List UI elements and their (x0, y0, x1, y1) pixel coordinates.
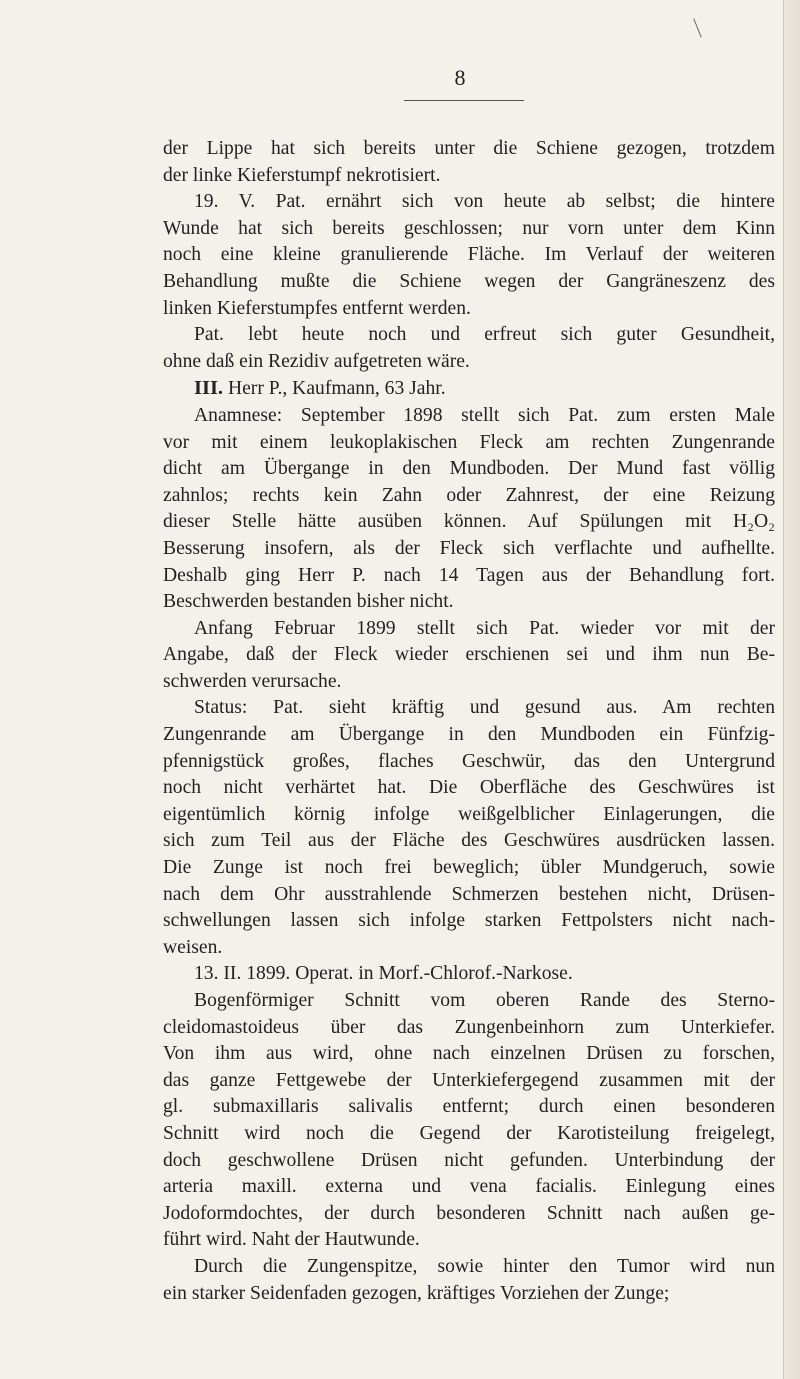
stray-mark (693, 19, 701, 38)
section-heading-text: Herr P., Kaufmann, 63 Jahr. (223, 378, 446, 400)
text-line: gl. submaxillaris salivalis entfernt; durch einen besonderen (163, 1096, 775, 1118)
text-line: ohne daß ein Rezidiv aufgetreten wäre. (163, 350, 470, 372)
text-line: Status: Pat. sieht kräftig und gesund aus. Am rechten (194, 697, 775, 719)
text-line: Wunde hat sich bereits geschlossen; nur vorn unter dem Kinn (163, 217, 775, 239)
paragraph (163, 322, 775, 375)
header-rule (404, 100, 524, 101)
text-line: Anfang Februar 1899 stellt sich Pat. wieder vor mit der (194, 617, 775, 639)
text-line: linken Kieferstumpfes entfernt werden. (163, 297, 471, 319)
text-line: Jodoformdochtes, der durch besonderen Schnitt nach außen ge- (163, 1202, 775, 1224)
text-line: arteria maxill. externa und vena facialis. Einlegung eines (163, 1176, 775, 1198)
text-line: schwerden verursache. (163, 670, 342, 692)
paragraph (163, 375, 775, 403)
text-line: zahnlos; rechts kein Zahn oder Zahnrest, der eine Reizung (163, 484, 775, 506)
text-line: Durch die Zungenspitze, sowie hinter den Tumor wird nun (194, 1255, 775, 1277)
text-line: noch eine kleine granulierende Fläche. Im Verlauf der weiteren (163, 244, 775, 266)
text-line: dieser Stelle hätte ausüben können. Auf Spülungen mit H₂O₂ (163, 511, 775, 533)
text-line: Bogenförmiger Schnitt vom oberen Rande des Sterno- (194, 990, 775, 1011)
text-line: Besserung insofern, als der Fleck sich verflachte und aufhellte. (163, 537, 775, 559)
text-line: 19. V. Pat. ernährt sich von heute ab selbst; die hintere (194, 191, 775, 213)
text-line: Deshalb ging Herr P. nach 14 Tagen aus der Behandlung fort. (163, 564, 775, 586)
text-line: Angabe, daß der Fleck wieder erschienen sei und ihm nun Be- (163, 644, 775, 666)
paragraph (163, 136, 775, 189)
text-line: doch geschwollene Drüsen nicht gefunden. Unterbindung der (163, 1149, 775, 1171)
text-line: Die Zunge ist noch frei beweglich; übler Mundgeruch, sowie (163, 857, 775, 879)
paragraph (163, 616, 775, 696)
text-line: führt wird. Naht der Hautwunde. (163, 1229, 420, 1251)
text-line: pfennigstück großes, flaches Geschwür, das den Untergrund (163, 750, 775, 772)
text-line: ein starker Seidenfaden gezogen, kräftiges Vorziehen der Zunge; (163, 1282, 670, 1304)
text-line: vor mit einem leukoplakischen Fleck am rechten Zungenrande (163, 431, 775, 453)
section-number: III. (194, 377, 224, 400)
text-line: 13. II. 1899. Operat. in Morf.-Chlorof.-Narkose. (194, 963, 573, 985)
text-line (163, 375, 775, 403)
text-line: Pat. lebt heute noch und erfreut sich guter Gesundheit, (194, 324, 775, 346)
body-text (163, 136, 775, 1307)
text-line: Anamnese: September 1898 stellt sich Pat. zum ersten Male (194, 404, 775, 426)
text-line: Zungenrande am Übergange in den Mundboden ein Fünfzig- (163, 724, 775, 746)
paragraph (163, 189, 775, 322)
text-line: nach dem Ohr ausstrahlende Schmerzen bestehen nicht, Drüsen- (163, 883, 775, 905)
page-edge (783, 0, 800, 1379)
text-line: weisen. (163, 936, 223, 958)
text-line: Von ihm aus wird, ohne nach einzelnen Drüsen zu forschen, (163, 1043, 775, 1065)
text-line: Beschwerden bestanden bisher nicht. (163, 591, 454, 613)
text-line: schwellungen lassen sich infolge starken Fettpolsters nicht nach- (163, 910, 775, 932)
text-line: eigentümlich körnig infolge weißgelblicher Einlagerungen, die (163, 803, 775, 825)
text-line: Behandlung mußte die Schiene wegen der Gangräneszenz des (163, 270, 775, 292)
page-number: 8 (454, 65, 466, 90)
text-line: der linke Kieferstumpf nekrotisiert. (163, 164, 441, 186)
paragraph (163, 961, 775, 988)
paragraph (163, 988, 775, 1254)
text-line: das ganze Fettgewebe der Unterkiefergegend zusammen mit der (163, 1069, 775, 1091)
paragraph (163, 403, 775, 616)
paragraph (163, 1254, 775, 1307)
text-line: cleidomastoideus über das Zungenbeinhorn zum Unterkiefer. (163, 1016, 775, 1038)
text-line: sich zum Teil aus der Fläche des Geschwüres ausdrücken lassen. (163, 830, 775, 852)
paragraph (163, 695, 775, 961)
text-line: noch nicht verhärtet hat. Die Oberfläche des Geschwüres ist (163, 777, 775, 799)
text-line: dicht am Übergange in den Mundboden. Der Mund fast völlig (163, 458, 775, 480)
text-line: der Lippe hat sich bereits unter die Schiene gezogen, trotzdem (163, 138, 775, 159)
text-line: Schnitt wird noch die Gegend der Karotisteilung freigelegt, (163, 1122, 775, 1144)
